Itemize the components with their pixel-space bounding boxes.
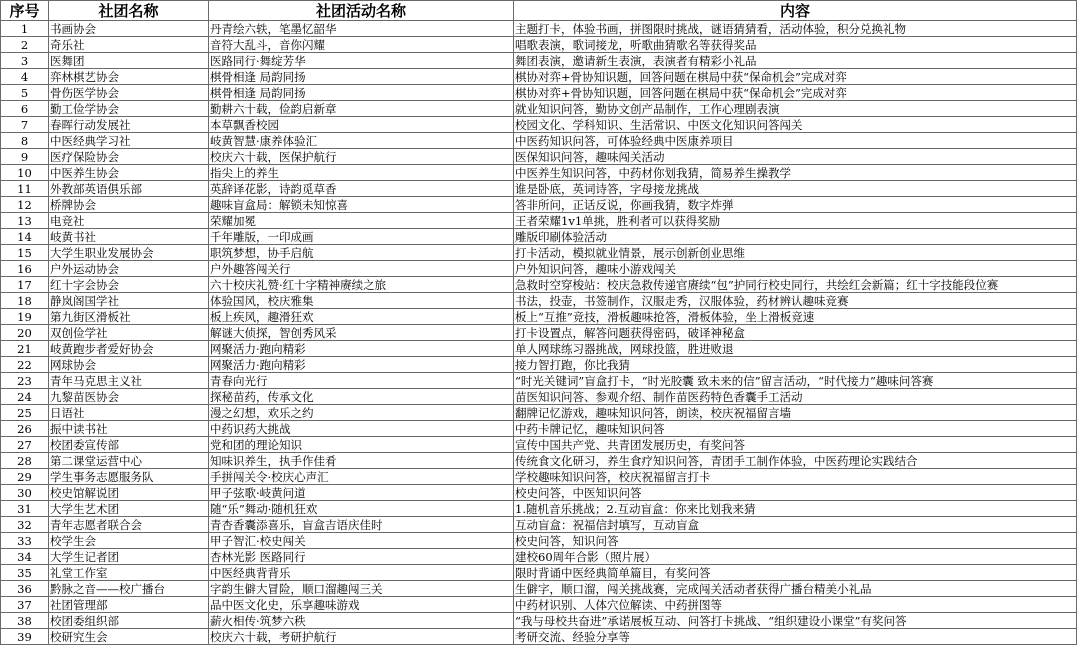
cell-no[interactable]: 33 <box>1 533 49 549</box>
cell-no[interactable]: 1 <box>1 21 49 37</box>
cell-club-name[interactable]: 勤工俭学协会 <box>49 101 209 117</box>
cell-content[interactable]: 校园文化、学科知识、生活常识、中医文化知识问答闯关 <box>514 117 1077 133</box>
cell-no[interactable]: 3 <box>1 53 49 69</box>
cell-club-name[interactable]: 中医经典学习社 <box>49 133 209 149</box>
cell-activity-name[interactable]: 薪火相传·筑梦六秩 <box>209 613 514 629</box>
cell-content[interactable]: 打卡设置点，解答问题获得密码，破译神秘盒 <box>514 325 1077 341</box>
cell-activity-name[interactable]: 知味识养生，执手作佳肴 <box>209 453 514 469</box>
cell-no[interactable]: 19 <box>1 309 49 325</box>
header-content[interactable]: 内容 <box>514 1 1077 21</box>
cell-activity-name[interactable]: 漫之幻想，欢乐之约 <box>209 405 514 421</box>
cell-club-name[interactable]: 书画协会 <box>49 21 209 37</box>
cell-activity-name[interactable]: 荣耀加冕 <box>209 213 514 229</box>
cell-club-name[interactable]: 弈林棋艺协会 <box>49 69 209 85</box>
cell-club-name[interactable]: 静岚阁国学社 <box>49 293 209 309</box>
cell-club-name[interactable]: 校团委宣传部 <box>49 437 209 453</box>
cell-no[interactable]: 22 <box>1 357 49 373</box>
cell-no[interactable]: 39 <box>1 629 49 645</box>
cell-club-name[interactable]: 大学生职业发展协会 <box>49 245 209 261</box>
cell-content[interactable]: 书法，投壶，书签制作，汉服走秀，汉服体验，药材辨认趣味竞赛 <box>514 293 1077 309</box>
cell-no[interactable]: 34 <box>1 549 49 565</box>
cell-content[interactable]: 雕版印刷体验活动 <box>514 229 1077 245</box>
cell-no[interactable]: 4 <box>1 69 49 85</box>
cell-club-name[interactable]: 双创俭学社 <box>49 325 209 341</box>
table-row <box>1 21 1077 37</box>
cell-content[interactable]: 急救时空穿梭站：校庆急救传递官赓续“包”护同行校史同行，共绘红会新篇；红十字技能段位赛 <box>514 277 1077 293</box>
cell-club-name[interactable]: 外教部英语俱乐部 <box>49 181 209 197</box>
cell-content[interactable]: 王者荣耀1v1单挑，胜利者可以获得奖励 <box>514 213 1077 229</box>
table-row <box>1 437 1077 453</box>
cell-club-name[interactable]: 红十字会协会 <box>49 277 209 293</box>
cell-content[interactable]: 唱歌表演，歌词接龙，听歌曲猜歌名等获得奖品 <box>514 37 1077 53</box>
cell-club-name[interactable]: 校团委组织部 <box>49 613 209 629</box>
cell-club-name[interactable]: 第二课堂运营中心 <box>49 453 209 469</box>
table-body <box>1 21 1077 645</box>
cell-no[interactable]: 23 <box>1 373 49 389</box>
cell-activity-name[interactable]: 品中医文化史，乐享趣味游戏 <box>209 597 514 613</box>
cell-activity-name[interactable]: 棋骨相逢 局韵同扬 <box>209 69 514 85</box>
cell-no[interactable]: 15 <box>1 245 49 261</box>
cell-activity-name[interactable]: 棋骨相逢 局韵同扬 <box>209 85 514 101</box>
cell-club-name[interactable]: 医疗保险协会 <box>49 149 209 165</box>
cell-club-name[interactable]: 中医养生协会 <box>49 165 209 181</box>
cell-no[interactable]: 11 <box>1 181 49 197</box>
cell-activity-name[interactable]: 网聚活力·跑向精彩 <box>209 341 514 357</box>
cell-activity-name[interactable]: 杏林光影 医路同行 <box>209 549 514 565</box>
cell-content[interactable]: 医保知识问答，趣味闯关活动 <box>514 149 1077 165</box>
cell-club-name[interactable]: 第九街区滑板社 <box>49 309 209 325</box>
table-row <box>1 53 1077 69</box>
cell-content[interactable]: 主题打卡，体验书画，拼图限时挑战，谜语猜猜看，活动体验，积分兑换礼物 <box>514 21 1077 37</box>
table-row <box>1 165 1077 181</box>
cell-activity-name[interactable]: 千年雕版，一印成画 <box>209 229 514 245</box>
cell-no[interactable]: 29 <box>1 469 49 485</box>
cell-club-name[interactable]: 春晖行动发展社 <box>49 117 209 133</box>
cell-club-name[interactable]: 社团管理部 <box>49 597 209 613</box>
cell-activity-name[interactable]: 趣味盲盒局：解锁未知惊喜 <box>209 197 514 213</box>
cell-club-name[interactable]: 振中读书社 <box>49 421 209 437</box>
cell-no[interactable]: 14 <box>1 229 49 245</box>
header-row <box>1 1 1077 21</box>
table-row <box>1 117 1077 133</box>
cell-content[interactable]: 单人网球练习器挑战，网球投篮，胜进败退 <box>514 341 1077 357</box>
cell-club-name[interactable]: 学生事务志愿服务队 <box>49 469 209 485</box>
table-row <box>1 181 1077 197</box>
cell-no[interactable]: 28 <box>1 453 49 469</box>
table-row <box>1 581 1077 597</box>
cell-activity-name[interactable]: 解谜大侦探，智创秀风采 <box>209 325 514 341</box>
cell-content[interactable]: 翻牌记忆游戏，趣味知识问答，朗读，校庆祝福留言墙 <box>514 405 1077 421</box>
table-row <box>1 565 1077 581</box>
cell-activity-name[interactable]: 校庆六十载，医保护航行 <box>209 149 514 165</box>
table-row <box>1 533 1077 549</box>
cell-content[interactable]: 棋协对弈+骨协知识题，回答问题在棋局中获“保命机会”完成对弈 <box>514 85 1077 101</box>
cell-activity-name[interactable]: 本草飘香校园 <box>209 117 514 133</box>
table-row <box>1 613 1077 629</box>
cell-activity-name[interactable]: 音符大乱斗，音你闪耀 <box>209 37 514 53</box>
cell-club-name[interactable]: 礼堂工作室 <box>49 565 209 581</box>
cell-content[interactable]: 棋协对弈+骨协知识题，回答问题在棋局中获“保命机会”完成对弈 <box>514 69 1077 85</box>
table-row <box>1 277 1077 293</box>
cell-no[interactable]: 27 <box>1 437 49 453</box>
cell-club-name[interactable]: 青年马克思主义社 <box>49 373 209 389</box>
cell-no[interactable]: 31 <box>1 501 49 517</box>
cell-activity-name[interactable]: 中医经典背背乐 <box>209 565 514 581</box>
table-row <box>1 293 1077 309</box>
cell-content[interactable]: 1.随机音乐挑战；2.互动盲盒：你来比划我来猜 <box>514 501 1077 517</box>
table-row <box>1 261 1077 277</box>
cell-activity-name[interactable]: 英辞译花影，诗韵觅草香 <box>209 181 514 197</box>
table-row <box>1 245 1077 261</box>
cell-activity-name[interactable]: 体验国风，校庆雅集 <box>209 293 514 309</box>
cell-no[interactable]: 21 <box>1 341 49 357</box>
table-row <box>1 357 1077 373</box>
cell-activity-name[interactable]: 板上疾风，趣滑狂欢 <box>209 309 514 325</box>
cell-no[interactable]: 16 <box>1 261 49 277</box>
cell-content[interactable]: 舞团表演，邀请新生表演，表演者有精彩小礼品 <box>514 53 1077 69</box>
table-row <box>1 389 1077 405</box>
cell-content[interactable]: 板上“互推”竞技，滑板趣味抢答，滑板体验，坐上滑板竞速 <box>514 309 1077 325</box>
cell-content[interactable]: 中医养生知识问答，中药材你划我猜，简易养生操教学 <box>514 165 1077 181</box>
cell-content[interactable]: 接力智打跑，你比我猜 <box>514 357 1077 373</box>
cell-content[interactable]: 建校60周年合影（照片展） <box>514 549 1077 565</box>
cell-no[interactable]: 37 <box>1 597 49 613</box>
table-row <box>1 549 1077 565</box>
cell-content[interactable]: 考研交流、经验分享等 <box>514 629 1077 645</box>
cell-club-name[interactable]: 校史馆解说团 <box>49 485 209 501</box>
cell-activity-name[interactable]: 户外趣答闯关行 <box>209 261 514 277</box>
cell-activity-name[interactable]: 岐黄智慧·康养体验汇 <box>209 133 514 149</box>
cell-content[interactable]: 户外知识问答，趣味小游戏闯关 <box>514 261 1077 277</box>
cell-activity-name[interactable]: 六十校庆礼赞·红十字精神赓续之旅 <box>209 277 514 293</box>
cell-content[interactable]: 苗医知识问答、参观介绍、制作苗医药特色香囊手工活动 <box>514 389 1077 405</box>
table-row <box>1 149 1077 165</box>
table-row <box>1 101 1077 117</box>
header-no[interactable]: 序号 <box>1 1 49 21</box>
cell-content[interactable]: 中药卡牌记忆，趣味知识问答 <box>514 421 1077 437</box>
cell-activity-name[interactable]: 字韵生僻大冒险，顺口溜趣闯三关 <box>209 581 514 597</box>
cell-activity-name[interactable]: 随“乐”舞动·随机狂欢 <box>209 501 514 517</box>
cell-no[interactable]: 17 <box>1 277 49 293</box>
table-row <box>1 133 1077 149</box>
table-row <box>1 485 1077 501</box>
cell-content[interactable]: 传统食文化研习，养生食疗知识问答，青团手工制作体验，中医药理论实践结合 <box>514 453 1077 469</box>
cell-activity-name[interactable]: 党和团的理论知识 <box>209 437 514 453</box>
cell-club-name[interactable]: 岐黄跑步者爱好协会 <box>49 341 209 357</box>
cell-no[interactable]: 20 <box>1 325 49 341</box>
cell-no[interactable]: 12 <box>1 197 49 213</box>
cell-club-name[interactable]: 骨伤医学协会 <box>49 85 209 101</box>
table-row <box>1 229 1077 245</box>
table-row <box>1 213 1077 229</box>
cell-no[interactable]: 18 <box>1 293 49 309</box>
cell-content[interactable]: 谁是卧底，英词诗答，字母接龙挑战 <box>514 181 1077 197</box>
cell-club-name[interactable]: 黔脉之音——校广播台 <box>49 581 209 597</box>
cell-no[interactable]: 35 <box>1 565 49 581</box>
table-row <box>1 325 1077 341</box>
cell-club-name[interactable]: 医舞团 <box>49 53 209 69</box>
cell-no[interactable]: 26 <box>1 421 49 437</box>
table-row <box>1 373 1077 389</box>
cell-club-name[interactable]: 校研究生会 <box>49 629 209 645</box>
table-row <box>1 453 1077 469</box>
cell-club-name[interactable]: 日语社 <box>49 405 209 421</box>
table-row <box>1 421 1077 437</box>
table-row <box>1 37 1077 53</box>
cell-content[interactable]: 打卡活动，模拟就业情景，展示创新创业思维 <box>514 245 1077 261</box>
cell-activity-name[interactable]: 丹青绘六轶，笔墨忆韶华 <box>209 21 514 37</box>
header-activity-name[interactable]: 社团活动名称 <box>209 1 514 21</box>
cell-content[interactable]: 就业知识问答，勤协文创产品制作，工作心理剧表演 <box>514 101 1077 117</box>
cell-content[interactable]: 限时背诵中医经典简单篇目，有奖问答 <box>514 565 1077 581</box>
table-row <box>1 405 1077 421</box>
cell-club-name[interactable]: 青年志愿者联合会 <box>49 517 209 533</box>
cell-no[interactable]: 36 <box>1 581 49 597</box>
cell-content[interactable]: “我与母校共奋进”承诺展板互动、问答打卡挑战、“组织建设小课堂”有奖问答 <box>514 613 1077 629</box>
cell-content[interactable]: 宣传中国共产党、共青团发展历史，有奖问答 <box>514 437 1077 453</box>
cell-no[interactable]: 38 <box>1 613 49 629</box>
table-row <box>1 517 1077 533</box>
cell-content[interactable]: 校史问答，知识问答 <box>514 533 1077 549</box>
cell-no[interactable]: 2 <box>1 37 49 53</box>
cell-no[interactable]: 13 <box>1 213 49 229</box>
table-row <box>1 69 1077 85</box>
cell-activity-name[interactable]: 手拼闯关令·校庆心声汇 <box>209 469 514 485</box>
cell-club-name[interactable]: 桥牌协会 <box>49 197 209 213</box>
cell-activity-name[interactable]: 中药识药大挑战 <box>209 421 514 437</box>
cell-activity-name[interactable]: 青杏香囊添喜乐，盲盒吉语庆佳时 <box>209 517 514 533</box>
cell-club-name[interactable]: 大学生艺术团 <box>49 501 209 517</box>
cell-activity-name[interactable]: 职筑梦想，协手启航 <box>209 245 514 261</box>
cell-club-name[interactable]: 电竞社 <box>49 213 209 229</box>
table-row <box>1 469 1077 485</box>
cell-activity-name[interactable]: 指尖上的养生 <box>209 165 514 181</box>
cell-no[interactable]: 30 <box>1 485 49 501</box>
table-row <box>1 309 1077 325</box>
cell-content[interactable]: 答非所问，正话反说，你画我猜，数字炸弹 <box>514 197 1077 213</box>
cell-no[interactable]: 5 <box>1 85 49 101</box>
cell-content[interactable]: 中医药知识问答，可体验经典中医康养项目 <box>514 133 1077 149</box>
table-row <box>1 85 1077 101</box>
cell-club-name[interactable]: 校学生会 <box>49 533 209 549</box>
cell-activity-name[interactable]: 网聚活力·跑向精彩 <box>209 357 514 373</box>
cell-club-name[interactable]: 户外运动协会 <box>49 261 209 277</box>
table-row <box>1 501 1077 517</box>
cell-no[interactable]: 32 <box>1 517 49 533</box>
table-row <box>1 597 1077 613</box>
cell-no[interactable]: 9 <box>1 149 49 165</box>
header-club-name[interactable]: 社团名称 <box>49 1 209 21</box>
cell-no[interactable]: 8 <box>1 133 49 149</box>
table-row <box>1 197 1077 213</box>
cell-club-name[interactable]: 大学生记者团 <box>49 549 209 565</box>
table-header <box>1 1 1077 21</box>
cell-activity-name[interactable]: 医路同行·舞绽芳华 <box>209 53 514 69</box>
cell-content[interactable]: 中药材识别、人体穴位解读、中药拼图等 <box>514 597 1077 613</box>
cell-no[interactable]: 6 <box>1 101 49 117</box>
cell-activity-name[interactable]: 甲子智汇·校史闯关 <box>209 533 514 549</box>
cell-activity-name[interactable]: 甲子弦歌·岐黄问道 <box>209 485 514 501</box>
cell-no[interactable]: 24 <box>1 389 49 405</box>
cell-activity-name[interactable]: 探秘苗药，传承文化 <box>209 389 514 405</box>
cell-content[interactable]: “时光关键词”盲盒打卡，“时光胶囊 致未来的信”留言活动，“时代接力”趣味问答赛 <box>514 373 1077 389</box>
cell-club-name[interactable]: 奇乐社 <box>49 37 209 53</box>
cell-content[interactable]: 学校趣味知识问答，校庆祝福留言打卡 <box>514 469 1077 485</box>
cell-club-name[interactable]: 九黎苗医协会 <box>49 389 209 405</box>
cell-content[interactable]: 生僻字，顺口溜，闯关挑战赛，完成闯关活动者获得广播台精美小礼品 <box>514 581 1077 597</box>
cell-no[interactable]: 7 <box>1 117 49 133</box>
table-row <box>1 629 1077 645</box>
cell-activity-name[interactable]: 青春向光行 <box>209 373 514 389</box>
cell-content[interactable]: 校史问答，中医知识问答 <box>514 485 1077 501</box>
cell-no[interactable]: 10 <box>1 165 49 181</box>
cell-activity-name[interactable]: 校庆六十载，考研护航行 <box>209 629 514 645</box>
cell-no[interactable]: 25 <box>1 405 49 421</box>
cell-content[interactable]: 互动盲盒：祝福信封填写，互动盲盒 <box>514 517 1077 533</box>
cell-club-name[interactable]: 岐黄书社 <box>49 229 209 245</box>
table-row <box>1 341 1077 357</box>
cell-activity-name[interactable]: 勤耕六十载，俭韵启新章 <box>209 101 514 117</box>
cell-club-name[interactable]: 网球协会 <box>49 357 209 373</box>
